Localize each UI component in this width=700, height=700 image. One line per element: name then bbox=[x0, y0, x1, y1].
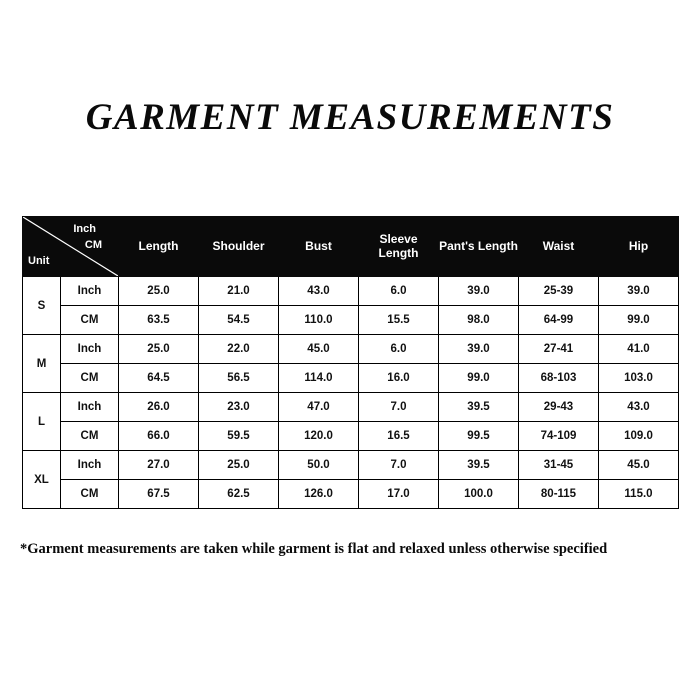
cell-m-inch-shoulder: 22.0 bbox=[199, 335, 279, 364]
cell-m-cm-sleeve: 16.0 bbox=[359, 364, 439, 393]
cell-s-cm-hip: 99.0 bbox=[599, 306, 679, 335]
cell-s-cm-length: 63.5 bbox=[119, 306, 199, 335]
measurements-table-container bbox=[22, 216, 678, 509]
size-label-l: L bbox=[23, 393, 61, 451]
cell-xl-inch-sleeve: 7.0 bbox=[359, 451, 439, 480]
cell-s-cm-waist: 64-99 bbox=[519, 306, 599, 335]
unit-label-cm: CM bbox=[61, 306, 119, 335]
cell-xl-cm-shoulder: 62.5 bbox=[199, 480, 279, 509]
cell-xl-inch-waist: 31-45 bbox=[519, 451, 599, 480]
cell-s-cm-sleeve: 15.5 bbox=[359, 306, 439, 335]
cell-l-cm-sleeve: 16.5 bbox=[359, 422, 439, 451]
unit-label-cm: CM bbox=[61, 422, 119, 451]
corner-cm-label: CM bbox=[84, 239, 102, 251]
cell-xl-inch-hip: 45.0 bbox=[599, 451, 679, 480]
cell-s-inch-pants: 39.0 bbox=[439, 277, 519, 306]
cell-l-cm-pants: 99.5 bbox=[439, 422, 519, 451]
cell-m-inch-hip: 41.0 bbox=[599, 335, 679, 364]
cell-xl-cm-waist: 80-115 bbox=[519, 480, 599, 509]
cell-s-inch-hip: 39.0 bbox=[599, 277, 679, 306]
cell-l-cm-length: 66.0 bbox=[119, 422, 199, 451]
cell-s-inch-length: 25.0 bbox=[119, 277, 199, 306]
size-label-xl: XL bbox=[23, 451, 61, 509]
corner-unit-label: Unit bbox=[28, 255, 50, 268]
column-header-hip: Hip bbox=[599, 217, 679, 277]
cell-s-inch-waist: 25-39 bbox=[519, 277, 599, 306]
table-row bbox=[23, 306, 679, 335]
cell-xl-cm-length: 67.5 bbox=[119, 480, 199, 509]
cell-l-cm-shoulder: 59.5 bbox=[199, 422, 279, 451]
cell-xl-inch-length: 27.0 bbox=[119, 451, 199, 480]
column-header-pants-length: Pant's Length bbox=[439, 217, 519, 277]
cell-l-inch-waist: 29-43 bbox=[519, 393, 599, 422]
unit-label-inch: Inch bbox=[61, 335, 119, 364]
measurements-table bbox=[22, 216, 679, 509]
cell-m-cm-bust: 114.0 bbox=[279, 364, 359, 393]
cell-xl-inch-bust: 50.0 bbox=[279, 451, 359, 480]
table-row bbox=[23, 451, 679, 480]
column-header-waist: Waist bbox=[519, 217, 599, 277]
cell-xl-cm-sleeve: 17.0 bbox=[359, 480, 439, 509]
cell-xl-inch-pants: 39.5 bbox=[439, 451, 519, 480]
cell-m-cm-hip: 103.0 bbox=[599, 364, 679, 393]
cell-s-cm-bust: 110.0 bbox=[279, 306, 359, 335]
cell-xl-cm-bust: 126.0 bbox=[279, 480, 359, 509]
cell-m-cm-shoulder: 56.5 bbox=[199, 364, 279, 393]
cell-xl-inch-shoulder: 25.0 bbox=[199, 451, 279, 480]
cell-l-inch-bust: 47.0 bbox=[279, 393, 359, 422]
cell-l-inch-pants: 39.5 bbox=[439, 393, 519, 422]
cell-xl-cm-hip: 115.0 bbox=[599, 480, 679, 509]
cell-l-inch-shoulder: 23.0 bbox=[199, 393, 279, 422]
unit-label-inch: Inch bbox=[61, 393, 119, 422]
cell-xl-cm-pants: 100.0 bbox=[439, 480, 519, 509]
unit-label-cm: CM bbox=[61, 480, 119, 509]
cell-l-inch-sleeve: 7.0 bbox=[359, 393, 439, 422]
table-header-row bbox=[23, 217, 679, 277]
cell-l-inch-length: 26.0 bbox=[119, 393, 199, 422]
unit-label-inch: Inch bbox=[61, 451, 119, 480]
table-row bbox=[23, 480, 679, 509]
cell-s-inch-shoulder: 21.0 bbox=[199, 277, 279, 306]
cell-l-inch-hip: 43.0 bbox=[599, 393, 679, 422]
table-row bbox=[23, 393, 679, 422]
cell-s-inch-bust: 43.0 bbox=[279, 277, 359, 306]
corner-inch-label: Inch bbox=[73, 223, 96, 235]
column-header-length: Length bbox=[119, 217, 199, 277]
page-title: GARMENT MEASUREMENTS bbox=[85, 97, 615, 138]
table-row bbox=[23, 422, 679, 451]
cell-m-inch-sleeve: 6.0 bbox=[359, 335, 439, 364]
table-corner-header bbox=[23, 217, 119, 277]
column-header-bust: Bust bbox=[279, 217, 359, 277]
cell-m-cm-pants: 99.0 bbox=[439, 364, 519, 393]
table-row bbox=[23, 335, 679, 364]
size-label-s: S bbox=[23, 277, 61, 335]
cell-m-inch-waist: 27-41 bbox=[519, 335, 599, 364]
cell-l-cm-hip: 109.0 bbox=[599, 422, 679, 451]
unit-label-cm: CM bbox=[61, 364, 119, 393]
cell-s-cm-pants: 98.0 bbox=[439, 306, 519, 335]
footnote-text: *Garment measurements are taken while garment is flat and relaxed unless otherwise specified bbox=[20, 541, 608, 557]
cell-m-inch-length: 25.0 bbox=[119, 335, 199, 364]
unit-label-inch: Inch bbox=[61, 277, 119, 306]
cell-m-inch-pants: 39.0 bbox=[439, 335, 519, 364]
cell-l-cm-waist: 74-109 bbox=[519, 422, 599, 451]
table-row bbox=[23, 277, 679, 306]
column-header-sleeve-length: Sleeve Length bbox=[359, 217, 439, 277]
size-label-m: M bbox=[23, 335, 61, 393]
cell-s-inch-sleeve: 6.0 bbox=[359, 277, 439, 306]
cell-l-cm-bust: 120.0 bbox=[279, 422, 359, 451]
cell-s-cm-shoulder: 54.5 bbox=[199, 306, 279, 335]
cell-m-inch-bust: 45.0 bbox=[279, 335, 359, 364]
cell-m-cm-waist: 68-103 bbox=[519, 364, 599, 393]
column-header-shoulder: Shoulder bbox=[199, 217, 279, 277]
cell-m-cm-length: 64.5 bbox=[119, 364, 199, 393]
table-row bbox=[23, 364, 679, 393]
